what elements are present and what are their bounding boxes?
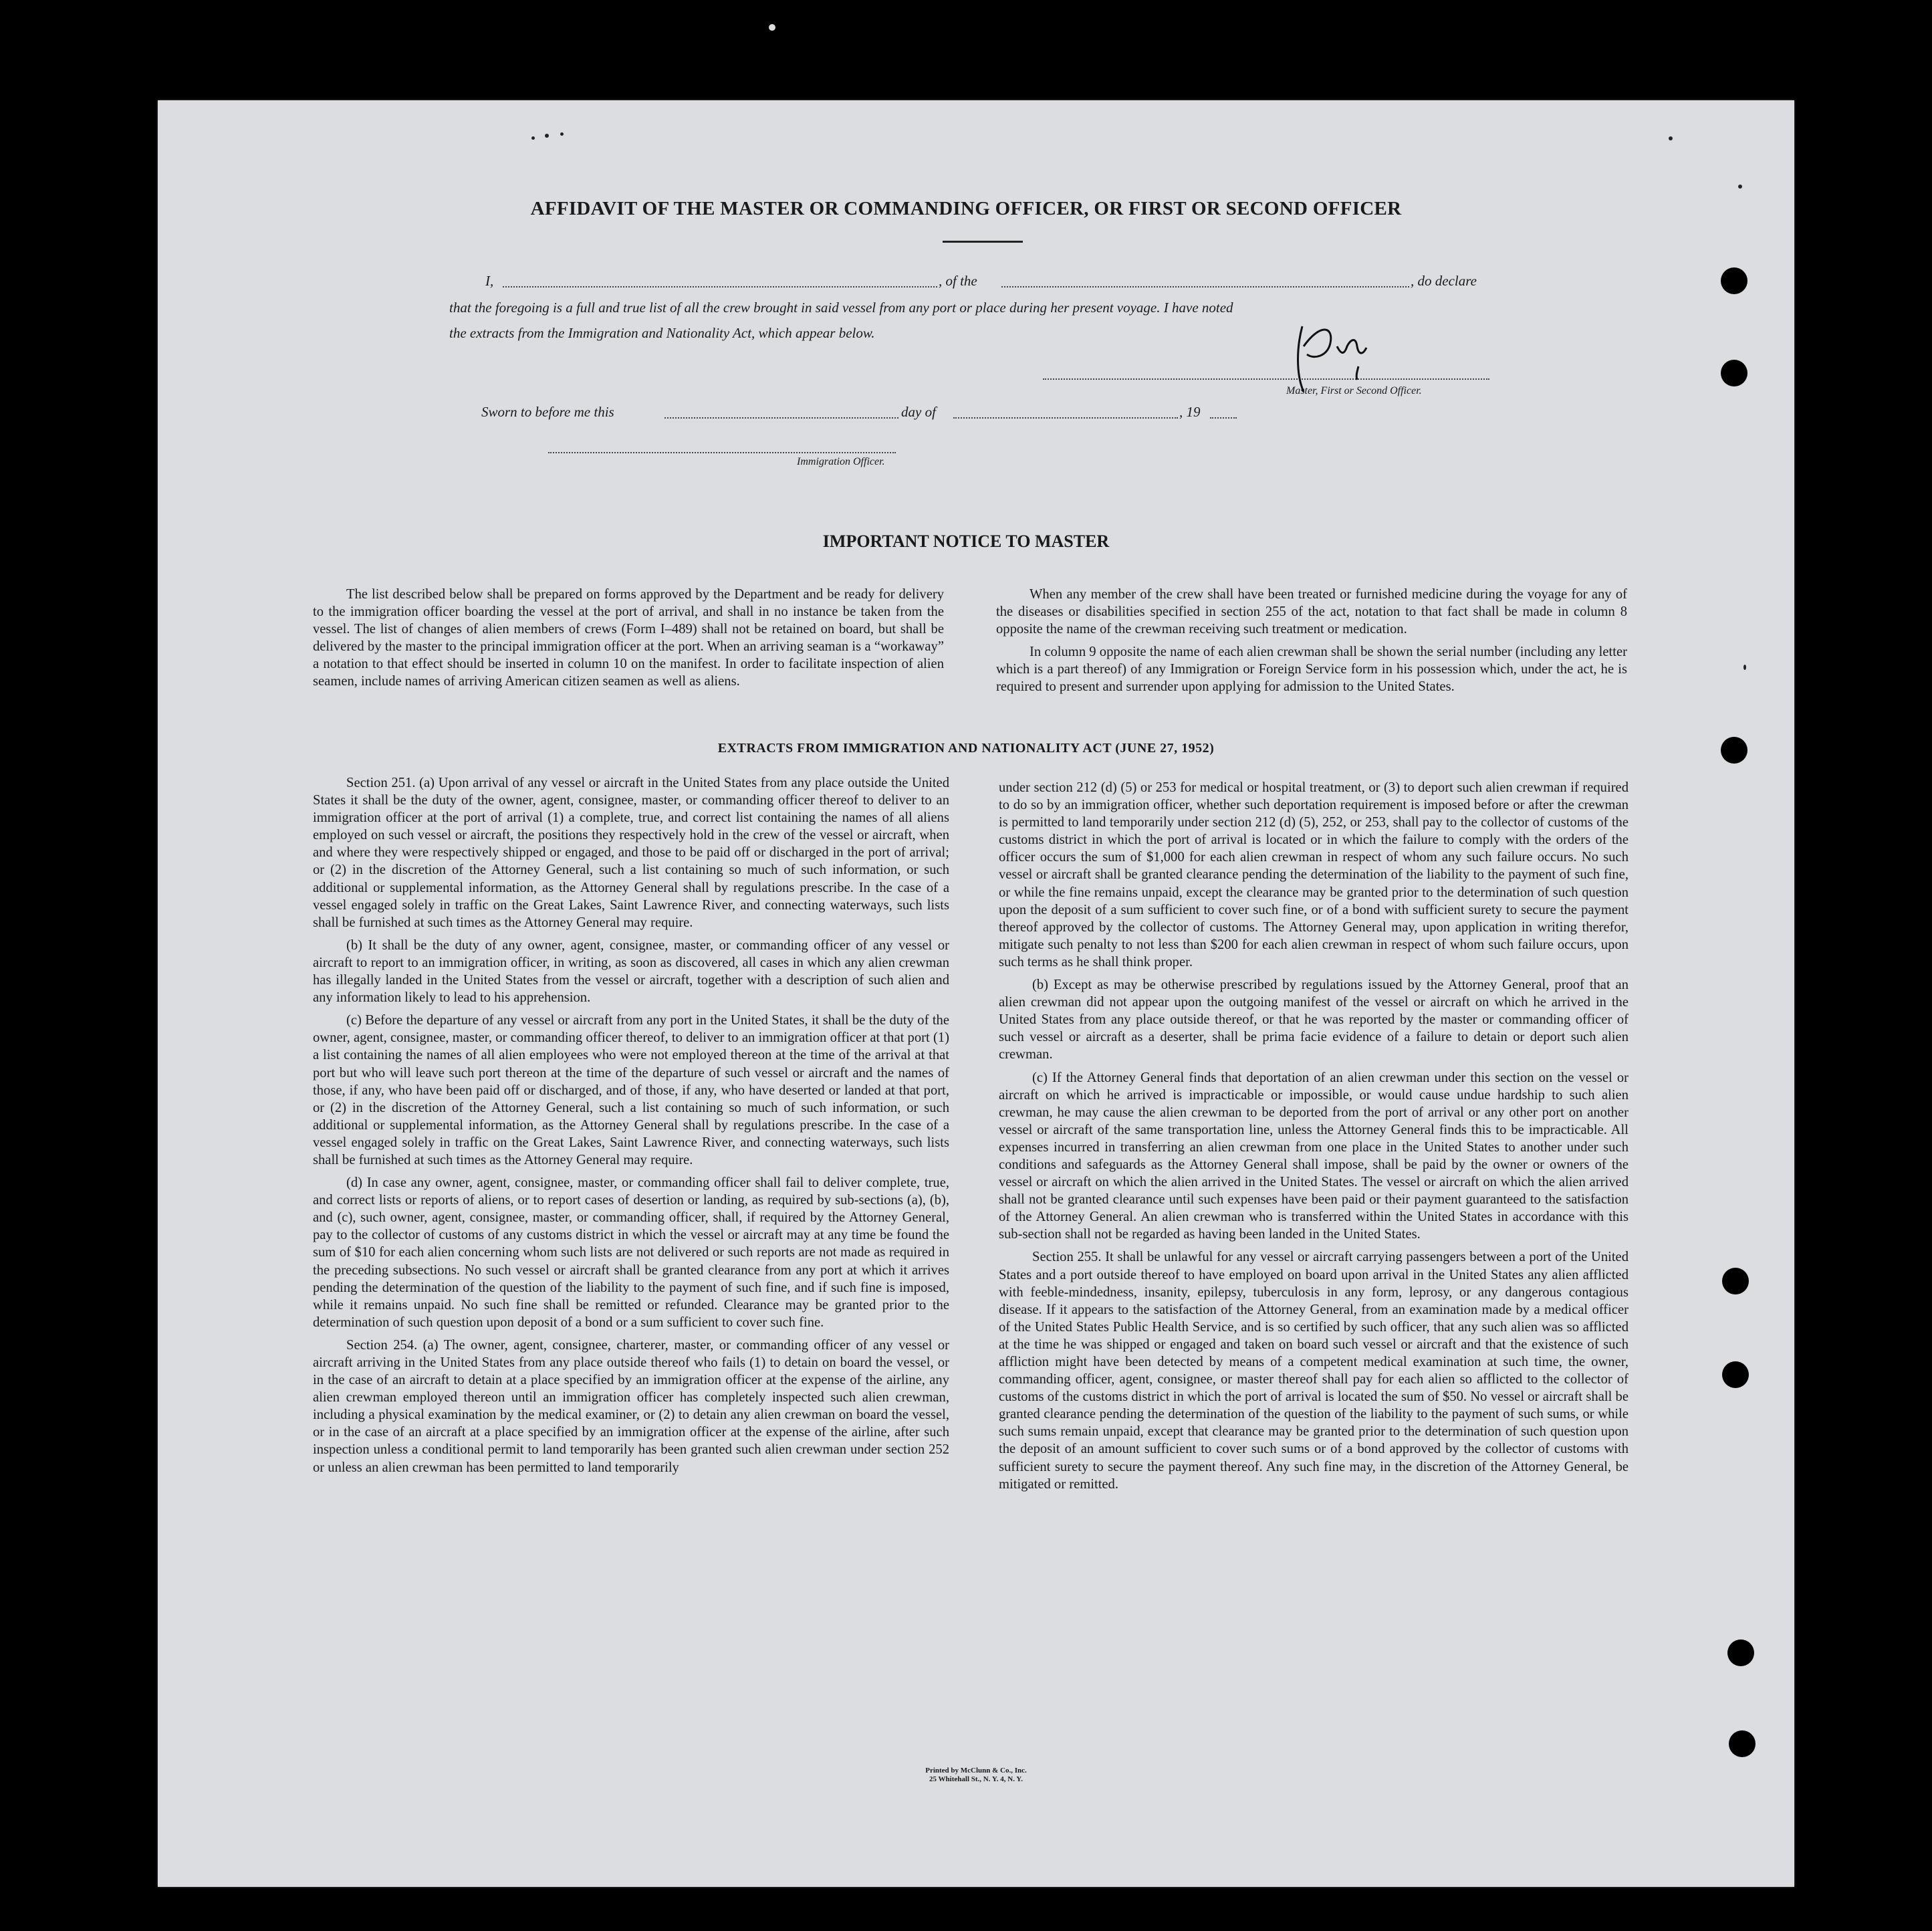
section-251-a: Section 251. (a) Upon arrival of any vessel or aircraft in the United States from any place outside the United States it shall be the duty of the owner, agent, consignee, master, or commanding officer thereof to deliver to an immigration officer at the port of arrival (1) a complete, true, and correct list containing the names of all aliens employed on such vessel or aircraft, the positions they respectively hold in the crew of the vessel or aircraft, when and where they were respectively shipped or engaged, and those to be paid off or discharged in the port of arrival; or (2) in the discretion of the Attorney General, such a list containing so much of such information, or such additional or supplemental information, as the Attorney General shall by regulations prescribe. In the case of a vessel engaged solely in traffic on the Great Lakes, Saint Lawrence River, and connecting waterways, such lists shall be furnished at such times as the Attorney General may require.	[313, 776, 949, 930]
sworn-label: Sworn to before me this	[481, 404, 614, 420]
scan-speck	[531, 136, 535, 140]
section-251-b: (b) It shall be the duty of any owner, agent, consignee, master, or commanding officer of any vessel or aircraft to report to an immigration officer, in writing, as soon as discovered, all cases in which any alien crewman has illegally landed in the United States from the vessel or aircraft, together with a description of such alien and any information likely to lead to his apprehension.	[313, 937, 949, 1006]
year-line	[1210, 417, 1237, 419]
vessel-line	[1001, 286, 1409, 288]
of-the-label: , of the	[939, 273, 977, 289]
section-251-d: (d) In case any owner, agent, consignee, master, or commanding officer shall fail to deliver complete, true, and correct lists or reports of aliens, or to report cases of desertion or landing, as required by sub-sections (a), (b), and (c), such owner, agent, consignee, master, or commanding officer, shall, if required by the Attorney General, pay to the collector of customs of any customs district in which the vessel or aircraft may at any time be found the sum of $10 for each alien concerning whom such lists are not delivered or such reports are not made as required in the preceding subsections. No such vessel or aircraft shall be granted clearance from any port at which it arrives pending the determination of the question of the liability to the payment of such fine, and if such fine is imposed, while it remains unpaid. No such fine shall be remitted or refunded. Clearance may be granted prior to the determination of such question upon deposit of a bond or a sum sufficient to cover such fine.	[313, 1175, 949, 1330]
notice-left-column	[313, 586, 944, 696]
extracts-left-column	[313, 774, 949, 1482]
section-254-a-continued: under section 212 (d) (5) or 253 for medical or hospital treatment, or (3) to deport such alien crewman if required to do so by an immigration officer, whether such deportation requirement is imposed before or after the crewman is permitted to land temporarily under section 212 (d) (5), 252, or 253, shall pay to the collector of customs of the customs district in which the port of arrival is located or in which the failure to comply with the orders of the officer occurs the sum of $1,000 for each alien crewman in respect of whom any such failure occurs. No such vessel or aircraft shall be granted clearance pending the determination of the liability to the payment of such fine, or while the fine remains unpaid, except the clearance may be granted prior to the determination of such question upon the deposit of a sum sufficient to cover such fine, or of a bond with sufficient surety to secure the payment thereof approved by the collector of customs. The Attorney General may, upon application in writing therefor, mitigate such penalty to not less than $200 for each alien crewman in respect of whom such failure occurs, upon such terms as he shall think proper.	[999, 780, 1628, 970]
printer-line-1: Printed by McClunn & Co., Inc.	[925, 1767, 1027, 1775]
name-line	[503, 286, 937, 288]
printer-imprint	[869, 1767, 1083, 1784]
title-rule	[943, 241, 1023, 243]
notice-title: IMPORTANT NOTICE TO MASTER	[822, 532, 1110, 551]
scan-speck	[545, 134, 549, 138]
notice-paragraph: When any member of the crew shall have been treated or furnished medicine during the voyage for any of the diseases or disabilities specified in section 255 of the act, notation to that fact shall be made in column 8 opposite the name of the crewman receiving such treatment or medication.	[996, 587, 1627, 637]
affidavit-title: AFFIDAVIT OF THE MASTER OR COMMANDING OFFICER, OR FIRST OR SECOND OFFICER	[530, 198, 1402, 219]
section-255: Section 255. It shall be unlawful for any vessel or aircraft carrying passengers between a port of the United States and a port outside thereof to have employed on board upon arrival in the United States any alien afflicted with feeble-mindedness, insanity, epilepsy, tuberculosis in any form, leprosy, or any dangerous contagious disease. If it appears to the satisfaction of the Attorney General, from an examination made by a medical officer of the United States Public Health Service, and is so certified by such officer, that any such alien was so afflicted at the time he was shipped or engaged and taken on board such vessel or aircraft and that the existence of such affliction might have been detected by means of a competent medical examination at such time, the owner, commanding officer, agent, consignee, or master thereof shall pay for each alien so afflicted to the collector of customs of the customs district in which the port of arrival is located the sum of $50. No vessel or aircraft shall be granted clearance pending the determination of the question of the liability to the payment of such sums, or while such sums remain unpaid, except that clearance may be granted prior to the determination of such question upon the deposit of an amount sufficient to cover such sums or of a bond approved by the collector of customs with sufficient surety to secure the payment thereof. Any such fine may, in the discretion of the Attorney General, be mitigated or remitted.	[999, 1250, 1628, 1492]
scan-speck	[1669, 136, 1673, 140]
declaration-line-1: that the foregoing is a full and true list of all the crew brought in said vessel from any port or place during her present voyage. I have noted	[449, 300, 1233, 316]
printer-line-2: 25 Whitehall St., N. Y. 4, N. Y.	[929, 1775, 1023, 1783]
master-label: Master, First or Second Officer.	[1286, 385, 1422, 396]
notice-paragraph: The list described below shall be prepared on forms approved by the Department and be ready for delivery to the immigration officer boarding the vessel at the port of arrival, and shall in no instance be taken from the vessel. The list of changes of alien members of crews (Form I–489) shall not be retained on board, but shall be delivered by the master to the principal immigration officer at the port. When an arriving seaman is a “workaway” a notation to that effect should be inserted in column 10 on the manifest. In order to facilitate inspection of alien seamen, include names of arriving American citizen seamen as well as aliens.	[313, 587, 944, 689]
master-signature-line	[1043, 378, 1489, 380]
year-label: , 19	[1179, 404, 1201, 420]
scan-speck	[1738, 185, 1742, 189]
handwritten-signature	[1284, 306, 1384, 400]
section-254-a: Section 254. (a) The owner, agent, consignee, charterer, master, or commanding officer of any vessel or aircraft arriving in the United States from any place outside thereof who fails (1) to detain on board the vessel, or in the case of an aircraft to detain at a place specified by an immigration officer at the expense of the airline, any alien crewman employed thereon until an immigration officer has completely inspected such alien crewman, including a physical examination by the medical examiner, or (2) to detain any alien crewman on board the vessel, or in the case of an aircraft at a place specified by an immigration officer at the expense of the airline, after such inspection unless a conditional permit to land temporarily has been granted such alien crewman under section 252 or unless an alien crewman has been permitted to land temporarily	[313, 1337, 949, 1475]
punch-hole	[1729, 1730, 1756, 1757]
section-254-b: (b) Except as may be otherwise prescribed by regulations issued by the Attorney General, proof that an alien crewman did not appear upon the outgoing manifest of the vessel or aircraft on which he arrived in the United States from any place outside thereof, or that he was reported by the master or commanding officer of such vessel or aircraft as a deserter, shall be prima facie evidence of a failure to detain or deport such alien crewman.	[999, 978, 1628, 1062]
section-254-c: (c) If the Attorney General finds that deportation of an alien crewman under this section on the vessel or aircraft on which he arrived is impracticable or impossible, or would cause undue hardship to such alien crewman, he may cause the alien crewman to be deported from the port of arrival or any other port on another vessel or aircraft of the same transportation line, unless the Attorney General finds this to be impracticable. All expenses incurred in transferring an alien crewman from one place in the United States to another under such conditions and safeguards as the Attorney General shall impose, shall be paid by the owner or owners of the vessel or aircraft on which the alien arrived in the United States. The vessel or aircraft on which the alien arrived shall not be granted clearance until such expenses have been paid or their payment guaranteed to the satisfaction of the Attorney General. An alien crewman who is transferred within the United States in accordance with this sub-section shall not be regarded as having been landed in the United States.	[999, 1070, 1628, 1242]
i-label: I,	[485, 273, 494, 289]
do-declare-label: , do declare	[1411, 273, 1477, 289]
sworn-month-line	[953, 417, 1178, 419]
extracts-title: EXTRACTS FROM IMMIGRATION AND NATIONALITY ACT (JUNE 27, 1952)	[717, 741, 1215, 756]
scan-speck	[1743, 665, 1746, 670]
scan-speck	[769, 24, 775, 31]
punch-hole	[1727, 1639, 1754, 1666]
immigration-officer-label: Immigration Officer.	[797, 456, 885, 467]
declaration-line-2: the extracts from the Immigration and Nationality Act, which appear below.	[449, 325, 875, 341]
sworn-day-line	[665, 417, 898, 419]
notice-paragraph: In column 9 opposite the name of each alien crewman shall be shown the serial number (including any letter which is a part thereof) of any Immigration or Foreign Service form in his possession which, under the act, he is required to present and surrender upon applying for admission to the United States.	[996, 645, 1627, 695]
punch-hole	[1722, 1361, 1749, 1388]
punch-hole	[1721, 360, 1747, 386]
punch-hole	[1722, 1268, 1749, 1294]
scan-speck	[560, 132, 564, 136]
extracts-right-column	[999, 779, 1628, 1498]
day-of-label: day of	[901, 404, 936, 420]
immigration-officer-line	[548, 452, 896, 453]
section-251-c: (c) Before the departure of any vessel or aircraft from any port in the United States, it shall be the duty of the owner, agent, consignee, master, or commanding officer thereof, to deliver to an immigration officer at that port (1) a list containing the names of all alien employees who were not employed thereon at the time of the arrival at that port but who will leave such port thereon at the time of the departure of such vessel or aircraft and the names of those, if any, who have been paid off or discharged, and of those, if any, who have deserted or landed at that port, or (2) in the discretion of the Attorney General, such a list containing so much of such information, or such additional or supplemental information, as the Attorney General shall by regulations prescribe. In the case of a vessel engaged solely in traffic on the Great Lakes, Saint Lawrence River, and connecting waterways, such lists shall be furnished at such times as the Attorney General may require.	[313, 1013, 949, 1167]
punch-hole	[1721, 267, 1747, 294]
notice-right-column	[996, 586, 1627, 701]
